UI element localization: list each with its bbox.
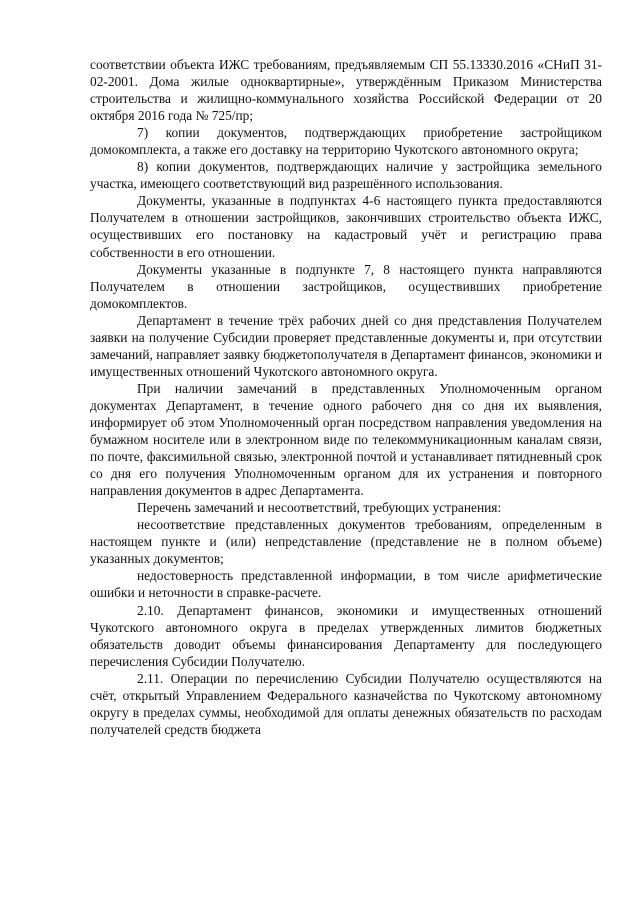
paragraph-item-8: 8) копии документов, подтверждающих наличие у застройщика земельного участка, имеющего соответствующий вид разрешённого использования. bbox=[90, 159, 602, 192]
paragraph-documents-4-6: Документы, указанные в подпунктах 4-6 настоящего пункта предоставляются Получателем в отношении застройщиков, закончивших строительство объекта ИЖС, осуществивших его постановку на кадастровый учёт и регистрацию права собственности в его отношении. bbox=[90, 193, 602, 260]
paragraph-sp-compliance: соответствии объекта ИЖС требованиям, предъявляемым СП 55.13330.2016 «СНиП 31-02-2001. Дома жилые одноквартирные», утверждённым Приказом Министерства строительства и жилищно-коммунального хозяйства Российской Федерации от 20 октября 2016 года № 725/пр; bbox=[90, 57, 602, 124]
paragraph-section-2-11: 2.11. Операции по перечислению Субсидии Получателю осуществляются на счёт, открытый Управлением Федерального казначейства по Чукотскому автономному округу в пределах суммы, необходимой для оплаты денежных обязательств по расходам получателей средств бюджета bbox=[90, 670, 602, 737]
paragraph-remark-inaccuracy: недостоверность представленной информации, в том числе арифметические ошибки и неточности в справке-расчете. bbox=[90, 568, 602, 601]
paragraph-remarks-list-title: Перечень замечаний и несоответствий, требующих устранения: bbox=[137, 500, 502, 516]
paragraph-section-2-10: 2.10. Департамент финансов, экономики и имущественных отношений Чукотского автономного округа в пределах утвержденных лимитов бюджетных обязательств доводит объемы финансирования Департаменту для последующего перечисления Субсидии Получателю. bbox=[90, 602, 602, 669]
document-page bbox=[90, 56, 602, 738]
paragraph-documents-7-8: Документы указанные в подпункте 7, 8 настоящего пункта направляются Получателем в отношении застройщиков, осуществивших приобретение домокомплектов. bbox=[90, 261, 602, 311]
paragraph-remarks: При наличии замечаний в представленных Уполномоченным органом документах Департамент, в течение одного рабочего дня со дня их выявления, информирует об этом Уполномоченный орган посредством направления уведомления на бумажном носителе или в электронном виде по телекоммуникационным каналам связи, по почте, факсимильной связью, электронной почтой и устанавливает пятидневный срок со дня его получения Уполномоченным органом для их устранения и повторного направления документов в адрес Департамента. bbox=[90, 380, 602, 499]
paragraph-item-7: 7) копии документов, подтверждающих приобретение застройщиком домокомплекта, а также его доставку на территорию Чукотского автономного округа; bbox=[90, 125, 602, 158]
paragraph-remark-mismatch: несоответствие представленных документов требованиям, определенным в настоящем пункте и (или) непредставление (представление не в полном объеме) указанных документов; bbox=[90, 517, 602, 567]
paragraph-department-review: Департамент в течение трёх рабочих дней со дня представления Получателем заявки на получение Субсидии проверяет представленные документы и, при отсутствии замечаний, направляет заявку бюджетополучателя в Департамент финансов, экономики и имущественных отношений Чукотского автономного округа. bbox=[90, 312, 602, 379]
